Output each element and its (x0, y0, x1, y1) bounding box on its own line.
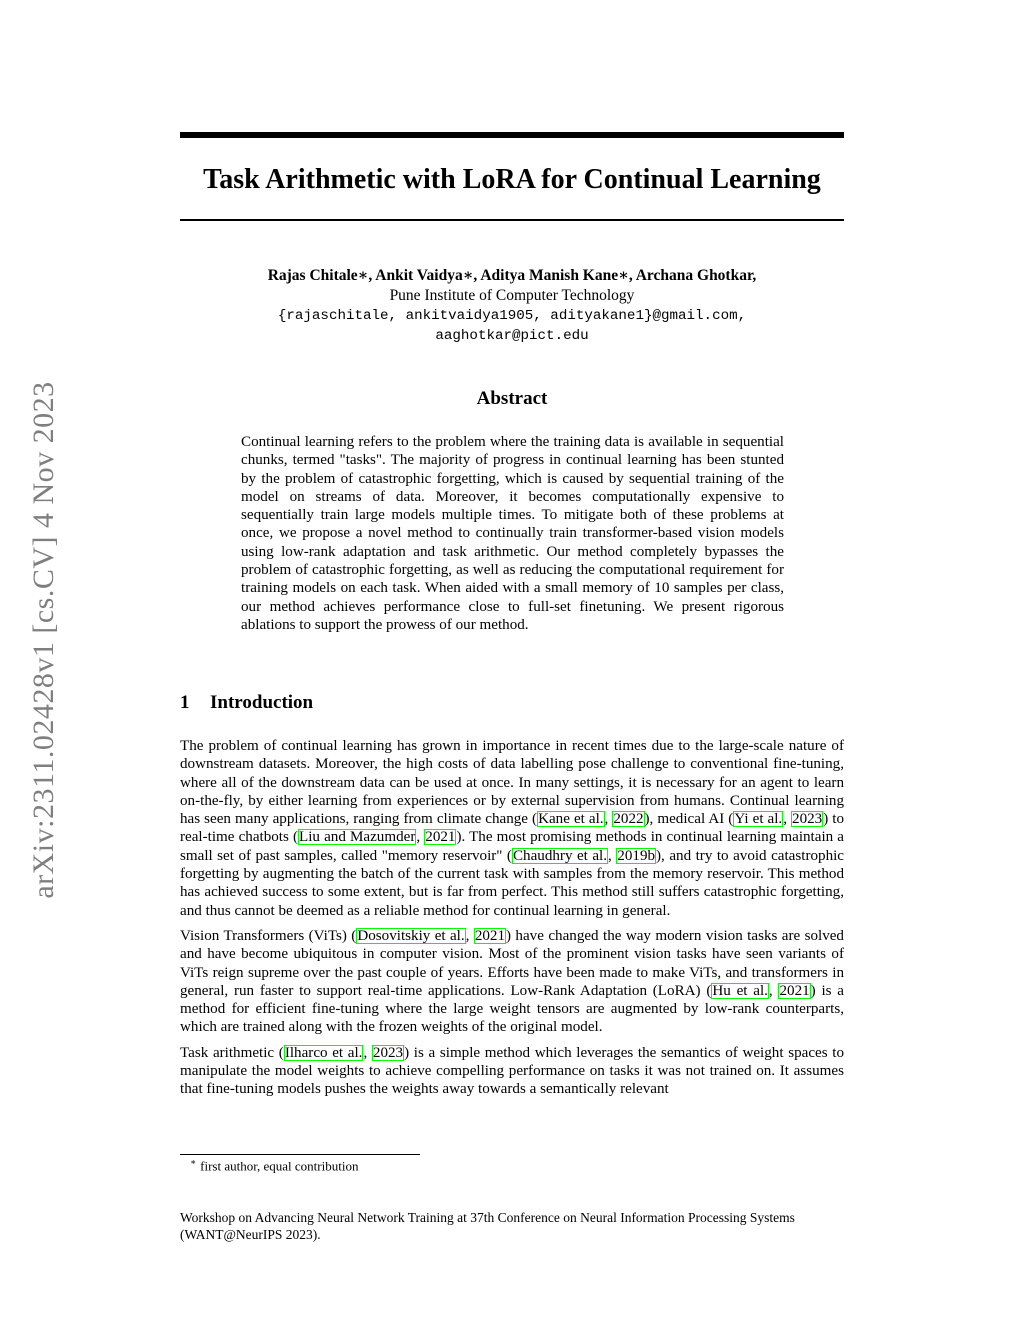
author-block (180, 266, 844, 346)
text-run: ), medical AI ( (644, 811, 734, 828)
citation-year-link[interactable]: 2019b (617, 847, 656, 864)
section-heading (180, 692, 313, 714)
paragraph (180, 1044, 844, 1099)
section-number: 1 (180, 692, 190, 713)
abstract-heading: Abstract (476, 388, 548, 409)
footnote (190, 1157, 358, 1174)
citation-year-link[interactable]: 2021 (425, 829, 456, 846)
citation-year-link[interactable]: 2021 (779, 982, 810, 999)
section-title: Introduction (210, 692, 314, 713)
text-run: , (783, 811, 792, 828)
text-run: ) have changed the way modern vision tasks are solved and have become ubiquitous in computer vision. Most of the prominent vision tasks have seen variants of ViTs reign supreme over the past couple of years. Efforts have been made to make ViTs, and transformers in general, run faster to support real-time applications. Low-Rank Adaptation (LoRA) ( (180, 927, 844, 999)
introduction-body (180, 737, 844, 1106)
footnote-text: first author, equal contribution (200, 1158, 359, 1174)
author-affiliation: Pune Institute of Computer Technology (389, 287, 635, 304)
text-run: Task arithmetic ( (180, 1044, 284, 1061)
text-run: , (768, 982, 779, 999)
text-run: ) is a simple method which leverages the semantics of weight spaces to manipulate the model weights to achieve compelling performance on tasks it was not trained on. It assumes that fine-tuning models pushes the weights away towards a semantically relevant (180, 1044, 844, 1098)
citation-link[interactable]: Yi et al. (734, 811, 783, 828)
text-run: , (363, 1044, 372, 1061)
citation-link[interactable]: Dosovitskiy et al. (357, 927, 465, 944)
title-bottom-rule (180, 219, 844, 221)
venue-note: Workshop on Advancing Neural Network Training at 37th Conference on Neural Information Processing Systems (WANT@NeurIPS 2023). (180, 1210, 795, 1242)
citation-year-link[interactable]: 2022 (613, 811, 644, 828)
abstract-text: Continual learning refers to the problem where the training data is available in sequential chunks, termed "tasks". The majority of progress in continual learning has been stunted by the problem of catastrophic forgetting, which is caused by sequential training of the model on streams of data. Moreover, it becomes computationally expensive to sequentially train large models multiple times. To mitigate both of these problems at once, we propose a novel method to continually train transformer-based vision models using low-rank adaptation and task arithmetic. Our method completely bypasses the problem of catastrophic forgetting, as well as reducing the computational requirement for training models on each task. When aided with a small memory of 10 samples per class, our method achieves performance close to full-set finetuning. We present rigorous ablations to support the prowess of our method. (241, 434, 784, 633)
arxiv-identifier: arXiv:2311.02428v1 [cs.CV] 4 Nov 2023 (27, 381, 60, 899)
text-run: ) to real-time chatbots ( (180, 811, 845, 846)
footnote-mark: ∗ (190, 1157, 197, 1167)
citation-link[interactable]: Hu et al. (712, 982, 768, 999)
text-run: The problem of continual learning has grown in importance in recent times due to the large-scale nature of downstream datasets. Moreover, the high costs of data labelling pose challenge to conventional fine-tuning, where all of the downstream data can be used at once. In many settings, it is necessary for an agent to learn on-the-fly, by either learning from experiences or by external supervision from humans. Continual learning has seen many applications, ranging from climate change ( (180, 738, 844, 828)
citation-link[interactable]: Liu and Mazumder (299, 829, 416, 846)
author-emails: {rajaschitale, ankitvaidya1905, adityakane1}@gmail.com, (277, 308, 747, 324)
text-run: ), and try to avoid catastrophic forgetting by augmenting the batch of the current task with samples from the memory reservoir. This method has achieved success to some extent, but is far from perfect. This method still suffers catastrophic forgetting, and thus cannot be deemed as a reliable method for continual learning in general. (180, 847, 845, 919)
text-run: ) is a method for efficient fine-tuning where the large weight tensors are augmented by low-rank counterparts, which are trained along with the frozen weights of the original model. (180, 982, 844, 1036)
paper-title: Task Arithmetic with LoRA for Continual Learning (203, 164, 821, 195)
citation-year-link[interactable]: 2021 (474, 927, 506, 944)
citation-link[interactable]: Ilharco et al. (284, 1044, 363, 1061)
footnote-rule (180, 1154, 420, 1155)
citation-year-link[interactable]: 2023 (372, 1044, 404, 1061)
text-run: , (604, 811, 613, 828)
title-top-rule (180, 132, 844, 138)
author-emails-2: aaghotkar@pict.edu (435, 328, 589, 344)
paragraph (180, 737, 844, 920)
text-run: , (608, 847, 617, 864)
text-run: , (416, 829, 425, 846)
text-run: , (465, 927, 474, 944)
text-run: Vision Transformers (ViTs) ( (180, 927, 357, 944)
text-run: ). The most promising methods in continual learning maintain a small set of past samples, called "memory reservoir" ( (180, 829, 845, 864)
citation-year-link[interactable]: 2023 (792, 811, 823, 828)
citation-link[interactable]: Kane et al. (538, 811, 604, 828)
author-names: Rajas Chitale∗, Ankit Vaidya∗, Aditya Manish Kane∗, Archana Ghotkar, (267, 267, 757, 284)
paragraph (180, 927, 844, 1037)
citation-link[interactable]: Chaudhry et al. (512, 847, 608, 864)
